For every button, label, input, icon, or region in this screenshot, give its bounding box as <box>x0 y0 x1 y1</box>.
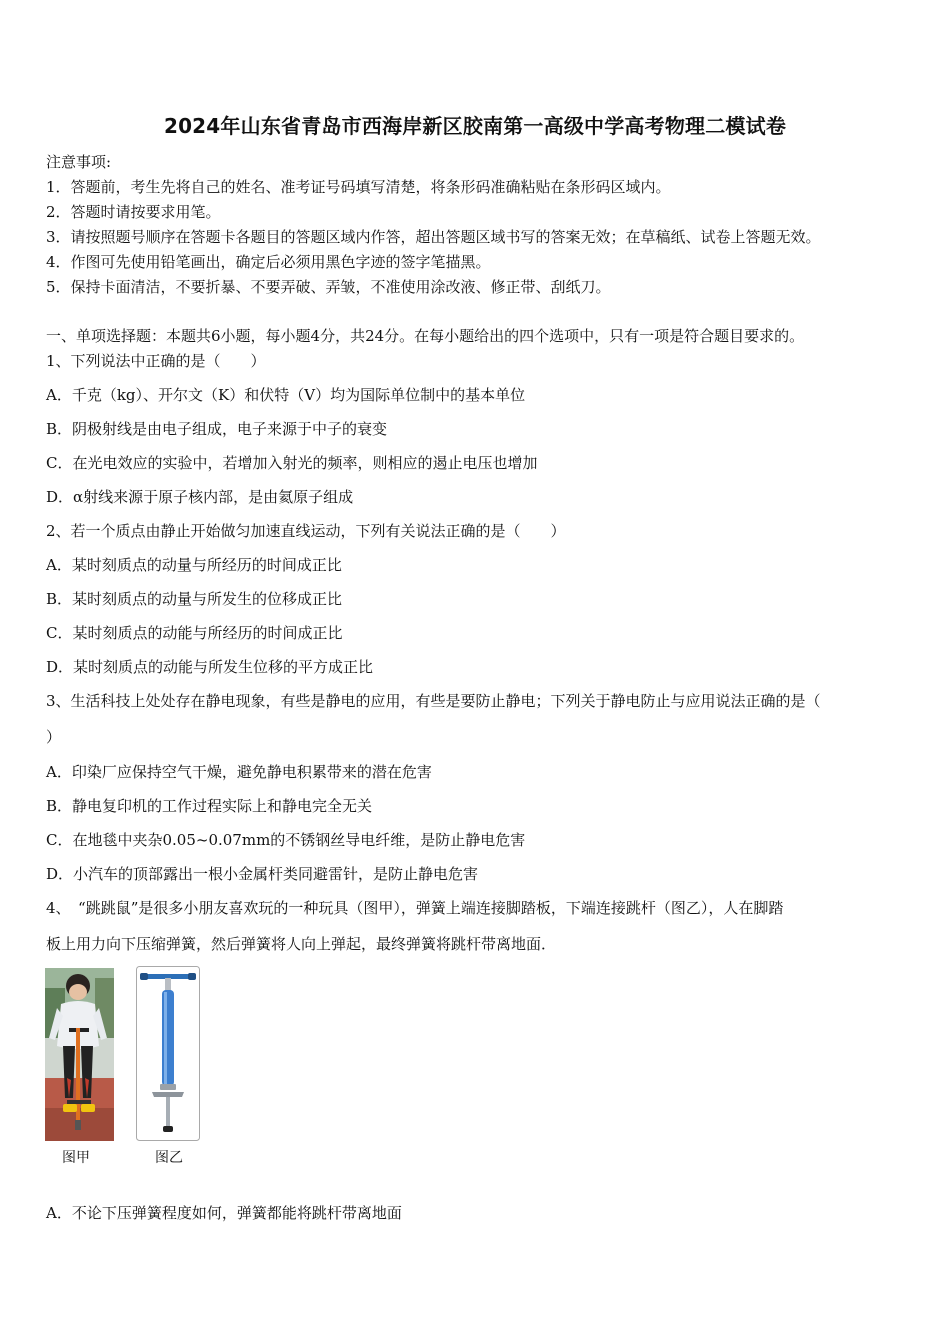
section-heading: 一、单项选择题：本题共6小题，每小题4分，共24分。在每小题给出的四个选项中，只有一项是符合题目要求的。 <box>46 327 805 345</box>
figure-pogo-stick <box>136 966 200 1141</box>
question-2-stem: 2、若一个质点由静止开始做匀加速直线运动，下列有关说法正确的是（ ） <box>46 522 566 540</box>
question-4-option-a: A．不论下压弹簧程度如何，弹簧都能将跳杆带离地面 <box>46 1204 402 1222</box>
exam-title: 2024年山东省青岛市西海岸新区胶南第一高级中学高考物理二模试卷 <box>163 114 787 138</box>
question-3-stem-line-1: 3、生活科技上处处存在静电现象，有些是静电的应用，有些是要防止静电；下列关于静电防止与应用说法正确的是（ <box>46 692 821 710</box>
notice-item-4: 4．作图可先使用铅笔画出，确定后必须用黑色字迹的签字笔描黑。 <box>46 253 491 271</box>
question-3-option-b: B．静电复印机的工作过程实际上和静电完全无关 <box>46 797 373 815</box>
figure-caption-yi: 图乙 <box>155 1150 183 1166</box>
question-3-stem-line-2: ） <box>46 728 62 746</box>
question-1-option-c: C．在光电效应的实验中，若增加入射光的频率，则相应的遏止电压也增加 <box>46 454 538 472</box>
question-4-stem-line-2: 板上用力向下压缩弹簧，然后弹簧将人向上弹起，最终弹簧将跳杆带离地面． <box>46 935 557 953</box>
notice-heading: 注意事项: <box>46 153 112 171</box>
question-1-option-a: A．千克（kg）、开尔文（K）和伏特（V）均为国际单位制中的基本单位 <box>46 386 526 404</box>
question-2-option-d: D．某时刻质点的动能与所发生位移的平方成正比 <box>46 658 374 676</box>
question-2-option-a: A．某时刻质点的动量与所经历的时间成正比 <box>46 556 342 574</box>
question-1-option-b: B．阴极射线是由电子组成，电子来源于中子的衰变 <box>46 420 388 438</box>
figure-child-on-pogo-stick <box>45 968 114 1141</box>
question-1-option-d: D．α射线来源于原子核内部，是由氦原子组成 <box>46 488 354 506</box>
notice-item-5: 5．保持卡面清洁，不要折暴、不要弄破、弄皱，不准使用涂改液、修正带、刮纸刀。 <box>46 278 611 296</box>
notice-item-2: 2．答题时请按要求用笔。 <box>46 203 221 221</box>
figure-caption-jia: 图甲 <box>62 1150 90 1166</box>
question-4-stem-line-1: 4、 “跳跳鼠”是很多小朋友喜欢玩的一种玩具（图甲），弹簧上端连接脚踏板，下端连接跳杆（图乙），人在脚踏 <box>46 899 784 917</box>
question-2-option-c: C．某时刻质点的动能与所经历的时间成正比 <box>46 624 343 642</box>
question-3-option-d: D．小汽车的顶部露出一根小金属杆类同避雷针，是防止静电危害 <box>46 865 479 883</box>
notice-item-1: 1．答题前，考生先将自己的姓名、准考证号码填写清楚，将条形码准确粘贴在条形码区域内。 <box>46 178 671 196</box>
question-1-stem: 1、下列说法中正确的是（ ） <box>46 352 266 370</box>
notice-item-3: 3．请按照题号顺序在答题卡各题目的答题区域内作答，超出答题区域书写的答案无效；在草稿纸、试卷上答题无效。 <box>46 228 821 246</box>
question-3-option-a: A．印染厂应保持空气干燥，避免静电积累带来的潜在危害 <box>46 763 432 781</box>
question-3-option-c: C．在地毯中夹杂0.05~0.07mm的不锈钢丝导电纤维，是防止静电危害 <box>46 831 526 849</box>
question-2-option-b: B．某时刻质点的动量与所发生的位移成正比 <box>46 590 343 608</box>
